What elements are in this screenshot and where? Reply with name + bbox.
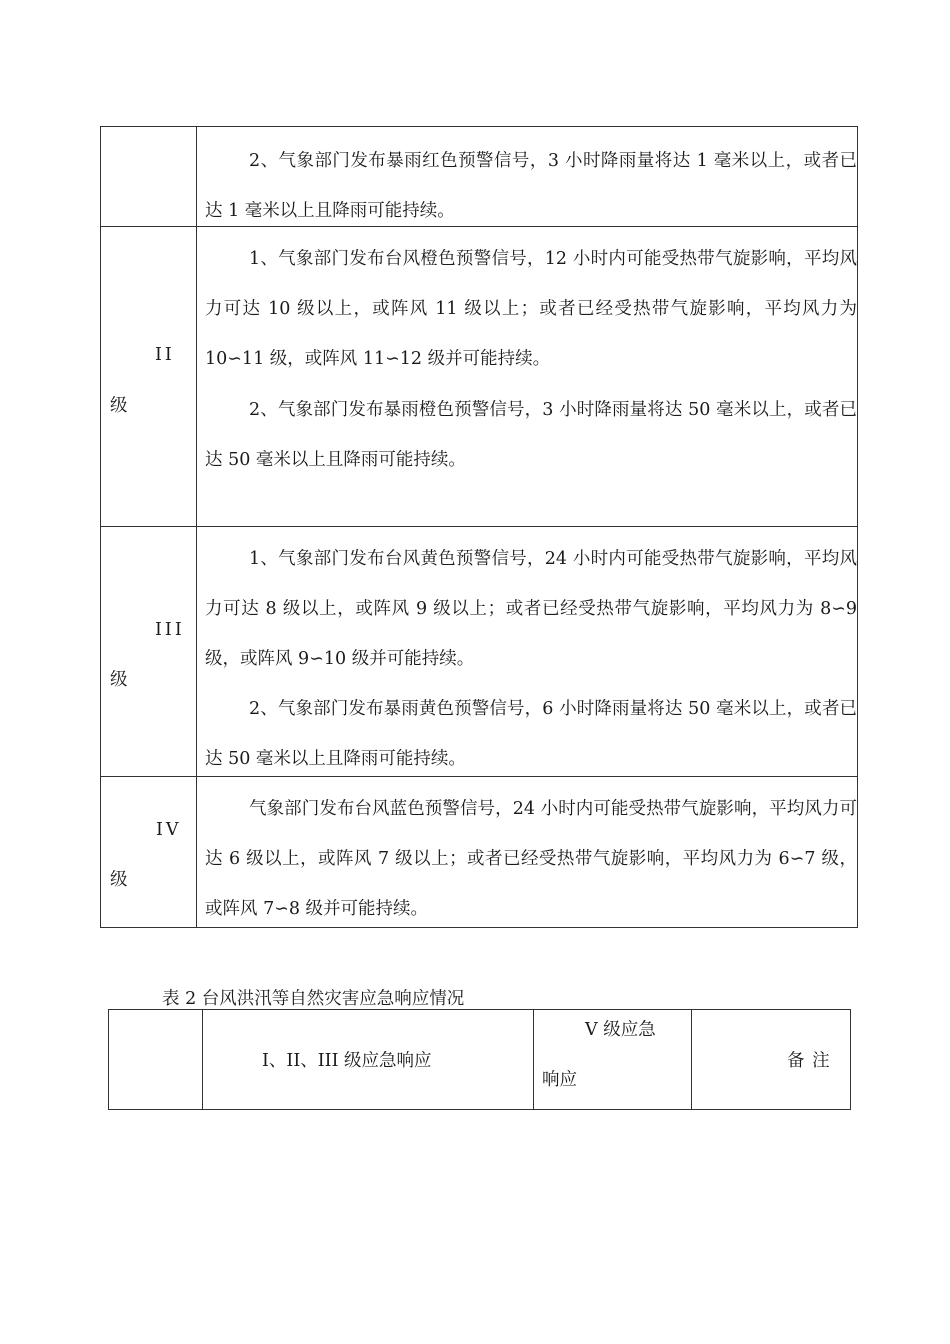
table-rule — [100, 126, 101, 928]
table-rule — [100, 126, 858, 127]
table-row-2-paragraph-1: 1、气象部门发布台风橙色预警信号，12 小时内可能受热带气旋影响，平均风力可达 10 级以上，或阵风 11 级以上；或者已经受热带气旋影响，平均风力为 10∽11 级，或阵风 11∽12 级并可能持续。 — [205, 249, 857, 369]
table-rule — [196, 126, 197, 928]
table-rule — [100, 526, 858, 527]
table-row-1-paragraph-2: 2、气象部门发布暴雨红色预警信号，3 小时降雨量将达 1 毫米以上，或者已达 1 毫米以上且降雨可能持续。 — [205, 151, 857, 221]
table-rule — [533, 1009, 534, 1110]
header-levels-1-3: I、II、III 级应急响应 — [262, 1051, 432, 1071]
table-row-2-paragraph-2: 2、气象部门发布暴雨橙色预警信号，3 小时降雨量将达 50 毫米以上，或者已达 50 毫米以上且降雨可能持续。 — [205, 400, 857, 470]
table-row-4-paragraph-1: 气象部门发布台风蓝色预警信号，24 小时内可能受热带气旋影响，平均风力可达 6 级以上，或阵风 7 级以上；或者已经受热带气旋影响，平均风力为 6∽7 级，或阵风 7∽8 级并可能持续。 — [205, 799, 857, 919]
table-rule — [850, 1009, 851, 1110]
table-rule — [108, 1109, 851, 1110]
table-row-3-paragraph-1: 1、气象部门发布台风黄色预警信号，24 小时内可能受热带气旋影响，平均风力可达 8 级以上，或阵风 9 级以上；或者已经受热带气旋影响，平均风力为 8∽9 级，或阵风 9∽10 级并可能持续。 — [205, 549, 857, 669]
table-row-3-paragraph-2: 2、气象部门发布暴雨黄色预警信号，6 小时降雨量将达 50 毫米以上，或者已达 50 毫米以上且降雨可能持续。 — [205, 699, 857, 769]
table-rule — [691, 1009, 692, 1110]
table-rule — [108, 1009, 851, 1010]
level-label-suffix: 级 — [110, 870, 128, 890]
header-level-v-line1: V 级应急 — [585, 1020, 656, 1040]
emergency-response-table — [108, 1009, 851, 1110]
header-remarks: 备 注 — [787, 1051, 831, 1071]
table-rule — [202, 1009, 203, 1110]
header-level-v-line2: 响应 — [542, 1070, 577, 1090]
level-label-roman: II — [155, 345, 175, 365]
level-label-roman: III — [155, 620, 185, 640]
table-2-caption: 表 2 台风洪汛等自然灾害应急响应情况 — [162, 989, 465, 1009]
level-label-roman: IV — [156, 820, 182, 840]
level-label-suffix: 级 — [110, 396, 128, 416]
table-rule — [857, 126, 858, 928]
table-rule — [108, 1009, 109, 1110]
level-label-suffix: 级 — [110, 670, 128, 690]
